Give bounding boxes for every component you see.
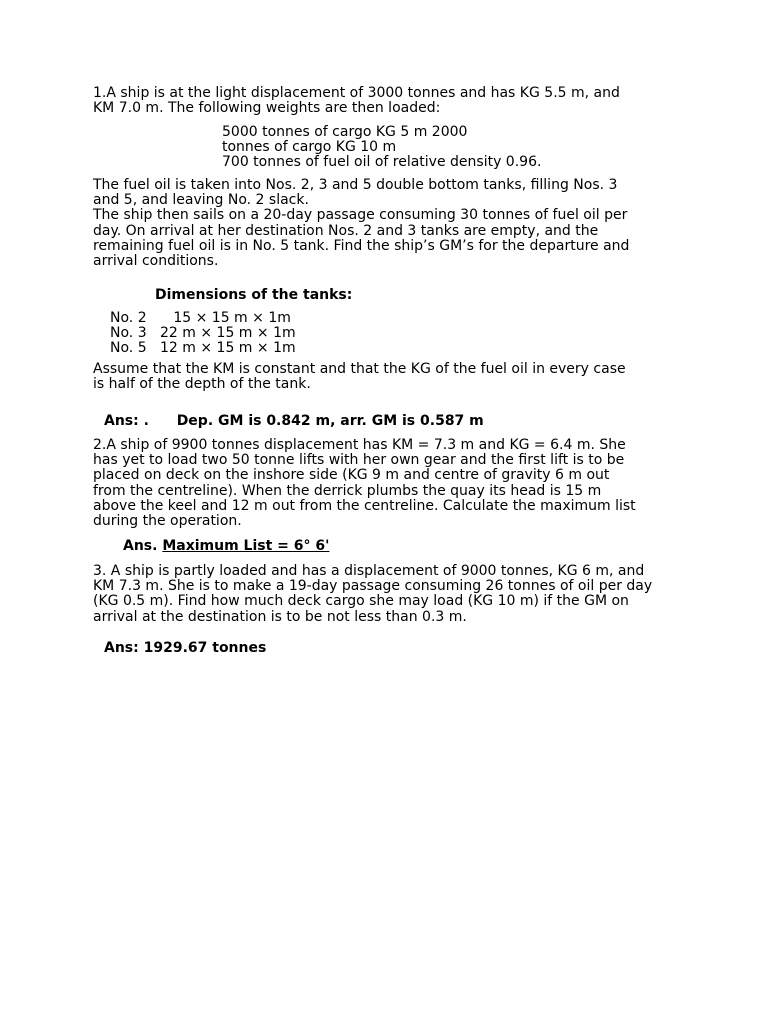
q1-body-line: day. On arrival at her destination Nos. 2 and 3 tanks are empty, and the: [93, 222, 599, 239]
q1-answer-label: Ans: .: [104, 413, 149, 429]
tank-dims: 12 m × 15 m × 1m: [160, 340, 296, 356]
q1-cargo-line: 700 tonnes of fuel oil of relative density 0.96.: [222, 153, 542, 170]
q1-intro-line: 1.A ship is at the light displacement of 3000 tonnes and has KG 5.5 m, and: [93, 85, 620, 101]
q3-answer: Ans: 1929.67 tonnes: [104, 640, 267, 656]
q1-assumption: [93, 362, 640, 392]
q1-assume-line: is half of the depth of the tank.: [93, 376, 311, 393]
q3-line: KM 7.3 m. She is to make a 19-day passage consuming 26 tonnes of oil per day: [93, 578, 653, 595]
q3-line: 3. A ship is partly loaded and has a displacement of 9000 tonnes, KG 6 m, and: [93, 563, 645, 579]
tank-dims: 22 m × 15 m × 1m: [160, 325, 296, 341]
q1-body-line: The ship then sails on a 20-day passage consuming 30 tonnes of fuel oil per: [93, 207, 628, 224]
q2-answer-label: Ans.: [123, 538, 158, 554]
q2-line: above the keel and 12 m out from the centreline. Calculate the maximum list: [93, 497, 636, 514]
tank-name: No. 2: [110, 310, 147, 326]
q1-cargo-line: 5000 tonnes of cargo KG 5 m 2000: [222, 124, 468, 140]
q2-line: placed on deck on the inshore side (KG 9 m and centre of gravity 6 m out: [93, 467, 610, 484]
tank-name: No. 5: [110, 340, 147, 356]
q1-cargo-list: [222, 125, 541, 169]
q1-tank-row: [110, 341, 296, 356]
q2-line: has yet to load two 50 tonne lifts with her own gear and the first lift is to be: [93, 452, 625, 469]
tank-dims: 15 × 15 m × 1m: [160, 310, 291, 326]
q1-intro: [93, 86, 640, 116]
q1-tanks-heading: Dimensions of the tanks:: [155, 287, 353, 303]
q1-body-line: remaining fuel oil is in No. 5 tank. Find the ship’s GM’s for the departure and: [93, 237, 630, 254]
q1-answer: [104, 413, 484, 429]
q1-body-line: and 5, and leaving No. 2 slack.: [93, 192, 309, 209]
q2-line: from the centreline). When the derrick plumbs the quay its head is 15 m: [93, 482, 602, 499]
q1-answer-text: Dep. GM is 0.842 m, arr. GM is 0.587 m: [176, 413, 484, 429]
tank-name: No. 3: [110, 325, 147, 341]
q2-line: 2.A ship of 9900 tonnes displacement has KM = 7.3 m and KG = 6.4 m. She: [93, 437, 626, 453]
q3-line: (KG 0.5 m). Find how much deck cargo she may load (KG 10 m) if the GM on: [93, 593, 629, 610]
q1-cargo-line: tonnes of cargo KG 10 m: [222, 138, 397, 155]
q1-intro-line: KM 7.0 m. The following weights are then loaded:: [93, 100, 441, 117]
q2-line: during the operation.: [93, 513, 242, 530]
q2-answer: [123, 538, 329, 554]
q2-answer-text: Maximum List = 6° 6': [162, 538, 330, 554]
q1-body: [93, 178, 640, 269]
q3-body: [93, 564, 658, 625]
q2-body: [93, 438, 640, 529]
q1-body-line: arrival conditions.: [93, 253, 219, 270]
q1-body-line: The fuel oil is taken into Nos. 2, 3 and 5 double bottom tanks, filling Nos. 3: [93, 177, 618, 193]
q3-line: arrival at the destination is to be not less than 0.3 m.: [93, 608, 467, 625]
q1-assume-line: Assume that the KM is constant and that the KG of the fuel oil in every case: [93, 361, 626, 377]
